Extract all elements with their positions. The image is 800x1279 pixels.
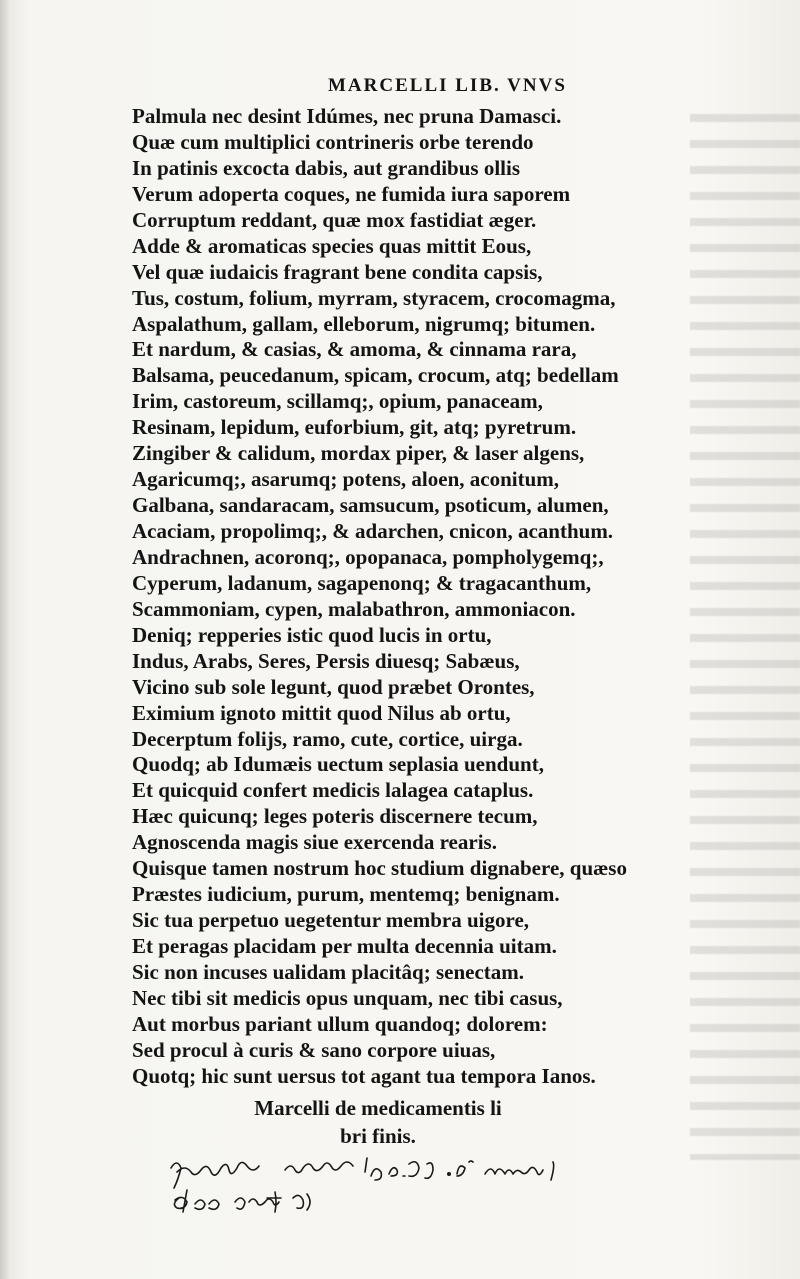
verse-line: Verum adoperta coques, ne fumida iura saporem bbox=[132, 181, 571, 206]
verse-line: Agaricumq;, asarumq; potens, aloen, aconitum, bbox=[132, 467, 560, 492]
verse-line: Deniq; repperies istic quod lucis in ortu, bbox=[132, 622, 492, 647]
page-edge-shadow bbox=[0, 0, 10, 1279]
verse-line: Eximium ignoto mittit quod Nilus ab ortu, bbox=[132, 700, 511, 725]
verse-line: Sic tua perpetuo uegetentur membra uigore, bbox=[132, 908, 530, 933]
verse-line: Quodq; ab Idumæis uectum seplasia uendunt, bbox=[132, 752, 544, 777]
verse-line: Quisque tamen nostrum hoc studium dignabere, quæso bbox=[132, 856, 627, 881]
verse-line: Et peragas placidam per multa decennia uitam. bbox=[132, 934, 557, 958]
verse-line: Hæc quicunq; leges poteris discernere tecum, bbox=[132, 804, 538, 829]
verse-line: Adde & aromaticas species quas mittit Eous, bbox=[132, 233, 532, 258]
verse-line: Vel quæ iudaicis fragrant bene condita capsis, bbox=[132, 259, 543, 284]
verse-block bbox=[132, 104, 692, 1090]
verse-line: Et nardum, & casias, & amoma, & cinnama rara, bbox=[132, 337, 577, 362]
verse-line: Aspalathum, gallam, elleborum, nigrumq; bitumen. bbox=[132, 311, 596, 336]
verse-line: Balsama, peucedanum, spicam, crocum, atq; bedellam bbox=[132, 363, 619, 388]
colophon bbox=[248, 1094, 508, 1150]
verse-line: Et quicquid confert medicis lalagea cataplus. bbox=[132, 778, 534, 803]
verse-line: Agnoscenda magis siue exercenda rearis. bbox=[132, 830, 497, 855]
colophon-line-1: Marcelli de medicamentis li bbox=[254, 1096, 502, 1120]
verse-line: Præstes iudicium, purum, mentemq; benignam. bbox=[132, 882, 560, 907]
verse-line: Galbana, sandaracam, samsucum, psoticum, alumen, bbox=[132, 493, 609, 518]
verse-line: Decerptum folijs, ramo, cute, cortice, uirga. bbox=[132, 726, 523, 751]
verse-line: Quotq; hic sunt uersus tot agant tua tempora Ianos. bbox=[132, 1063, 596, 1088]
verse-line: Sic non incuses ualidam placitâq; senectam. bbox=[132, 959, 525, 984]
verse-line: Acaciam, propolimq;, & adarchen, cnicon, acanthum. bbox=[132, 519, 614, 543]
verse-line: Scammoniam, cypen, malabathron, ammoniacon. bbox=[132, 596, 576, 621]
verse-line: Sed procul à curis & sano corpore uiuas, bbox=[132, 1037, 496, 1062]
handwritten-note-drawing bbox=[165, 1150, 575, 1225]
handwritten-note bbox=[165, 1150, 575, 1225]
verse-line: Quæ cum multiplici contrineris orbe terendo bbox=[132, 129, 534, 154]
show-through-text bbox=[690, 100, 800, 1160]
verse-line: Zingiber & calidum, mordax piper, & laser algens, bbox=[132, 441, 585, 466]
verse-line: Indus, Arabs, Seres, Persis diuesq; Sabæus, bbox=[132, 648, 520, 673]
verse-line: Vicino sub sole legunt, quod præbet Orontes, bbox=[132, 674, 535, 699]
colophon-line-2: bri finis. bbox=[340, 1124, 416, 1148]
verse-line: Cyperum, ladanum, sagapenonq; & tragacanthum, bbox=[132, 570, 592, 595]
verse-line: Nec tibi sit medicis opus unquam, nec tibi casus, bbox=[132, 985, 563, 1010]
verse-line: Andrachnen, acoronq;, opopanaca, pompholygemq;, bbox=[132, 544, 604, 569]
running-head: MARCELLI LIB. VNVS bbox=[328, 75, 567, 96]
verse-line: In patinis excocta dabis, aut grandibus ollis bbox=[132, 155, 521, 180]
verse-line: Irim, castoreum, scillamq;, opium, panaceam, bbox=[132, 389, 543, 414]
verse-line: Corruptum reddant, quæ mox fastidiat æger. bbox=[132, 207, 537, 232]
verse-line: Palmula nec desint Idúmes, nec pruna Damasci. bbox=[132, 104, 562, 128]
verse-line: Aut morbus pariant ullum quandoq; dolorem: bbox=[132, 1011, 548, 1036]
verse-line: Resinam, lepidum, euforbium, git, atq; pyretrum. bbox=[132, 415, 577, 440]
verse-line: Tus, costum, folium, myrram, styracem, crocomagma, bbox=[132, 285, 616, 310]
